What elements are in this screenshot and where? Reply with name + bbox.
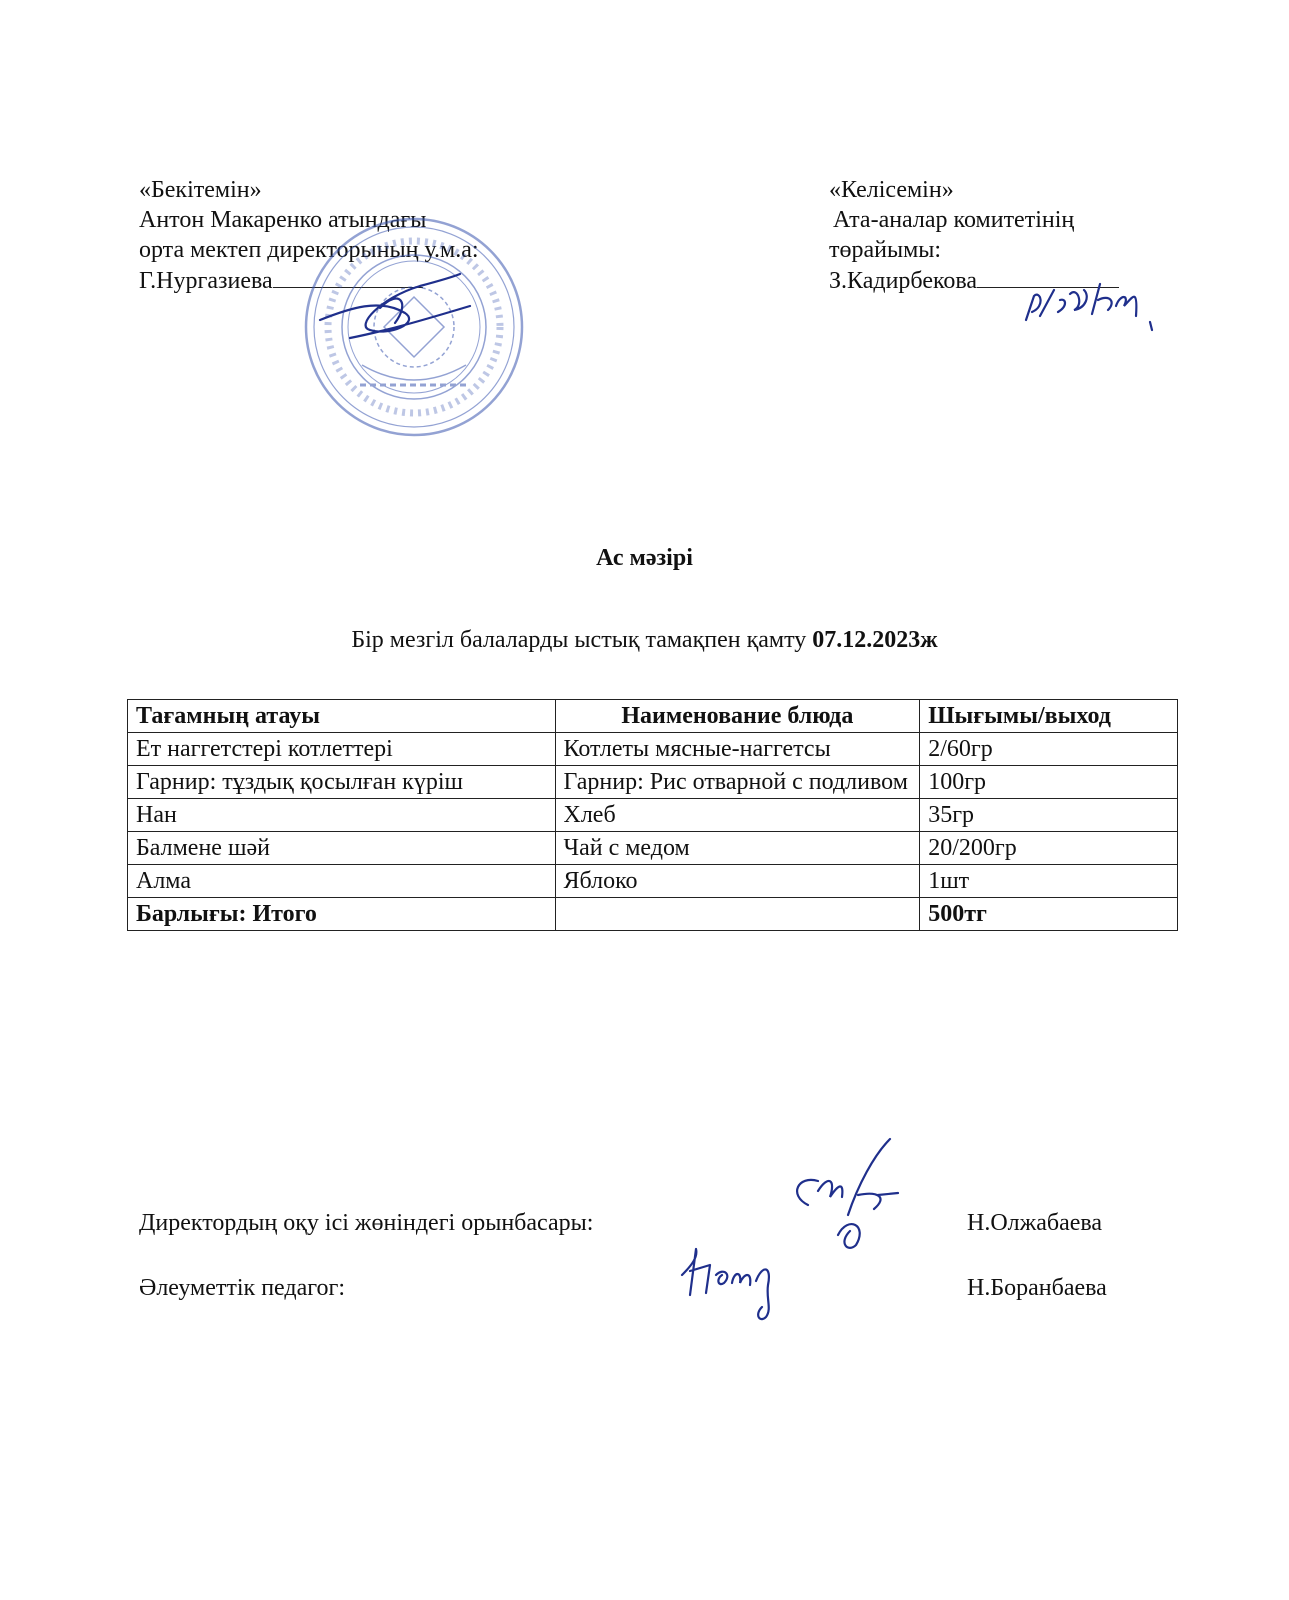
cell-yield: 20/200гр xyxy=(920,832,1178,865)
table-row xyxy=(128,832,1178,865)
subtitle-date: 07.12.2023ж xyxy=(812,627,938,653)
header-russian-name: Наименование блюда xyxy=(555,700,920,733)
table-total-row xyxy=(128,898,1178,931)
cell-russian-name: Гарнир: Рис отварной с подливом xyxy=(555,766,920,799)
total-label: Барлығы: Итого xyxy=(128,898,556,931)
director-signature-image xyxy=(310,268,480,348)
subtitle xyxy=(0,627,1289,654)
table-header-row xyxy=(128,700,1178,733)
table-row xyxy=(128,865,1178,898)
social-pedagogue-signature-image xyxy=(676,1235,816,1325)
cell-russian-name: Яблоко xyxy=(555,865,920,898)
cell-russian-name: Хлеб xyxy=(555,799,920,832)
table-row xyxy=(128,733,1178,766)
footer-role-social-pedagogue: Әлеуметтік педагог: xyxy=(139,1275,345,1301)
agreement-name: З.Кадирбекова xyxy=(829,268,978,294)
approval-name: Г.Нургазиева xyxy=(139,268,273,294)
agreement-line-2: төрайымы: xyxy=(829,237,942,263)
chair-signature-image xyxy=(1020,276,1180,346)
approval-line-2: орта мектеп директорының у.м.а: xyxy=(139,237,479,263)
cell-kazakh-name: Гарнир: тұздық қосылған күріш xyxy=(128,766,556,799)
cell-kazakh-name: Нан xyxy=(128,799,556,832)
subtitle-text: Бір мезгіл балаларды ыстық тамақпен қамту xyxy=(351,627,807,653)
approval-line-1: Антон Макаренко атындағы xyxy=(139,207,427,233)
menu-table xyxy=(127,699,1178,931)
cell-russian-name: Котлеты мясные-наггетсы xyxy=(555,733,920,766)
cell-yield: 35гр xyxy=(920,799,1178,832)
cell-kazakh-name: Ет наггетстері котлеттері xyxy=(128,733,556,766)
cell-russian-name: Чай с медом xyxy=(555,832,920,865)
table-row xyxy=(128,766,1178,799)
cell-yield: 100гр xyxy=(920,766,1178,799)
header-kazakh-name: Тағамның атауы xyxy=(128,700,556,733)
agreement-line-1: Ата-аналар комитетінің xyxy=(833,207,1075,233)
cell-kazakh-name: Алма xyxy=(128,865,556,898)
cell-yield: 2/60гр xyxy=(920,733,1178,766)
footer-role-deputy: Директордың оқу ісі жөніндегі орынбасары: xyxy=(139,1210,594,1236)
cell-yield: 1шт xyxy=(920,865,1178,898)
total-empty-cell xyxy=(555,898,920,931)
table-row xyxy=(128,799,1178,832)
footer-name-deputy: Н.Олжабаева xyxy=(967,1210,1103,1236)
page-title: Ас мәзірі xyxy=(596,545,693,571)
footer-name-social-pedagogue: Н.Боранбаева xyxy=(967,1275,1107,1301)
header-yield: Шығымы/выход xyxy=(920,700,1178,733)
approval-heading: «Бекітемін» xyxy=(139,177,262,203)
total-value: 500тг xyxy=(920,898,1178,931)
agreement-heading: «Келісемін» xyxy=(829,177,954,203)
cell-kazakh-name: Балмене шәй xyxy=(128,832,556,865)
